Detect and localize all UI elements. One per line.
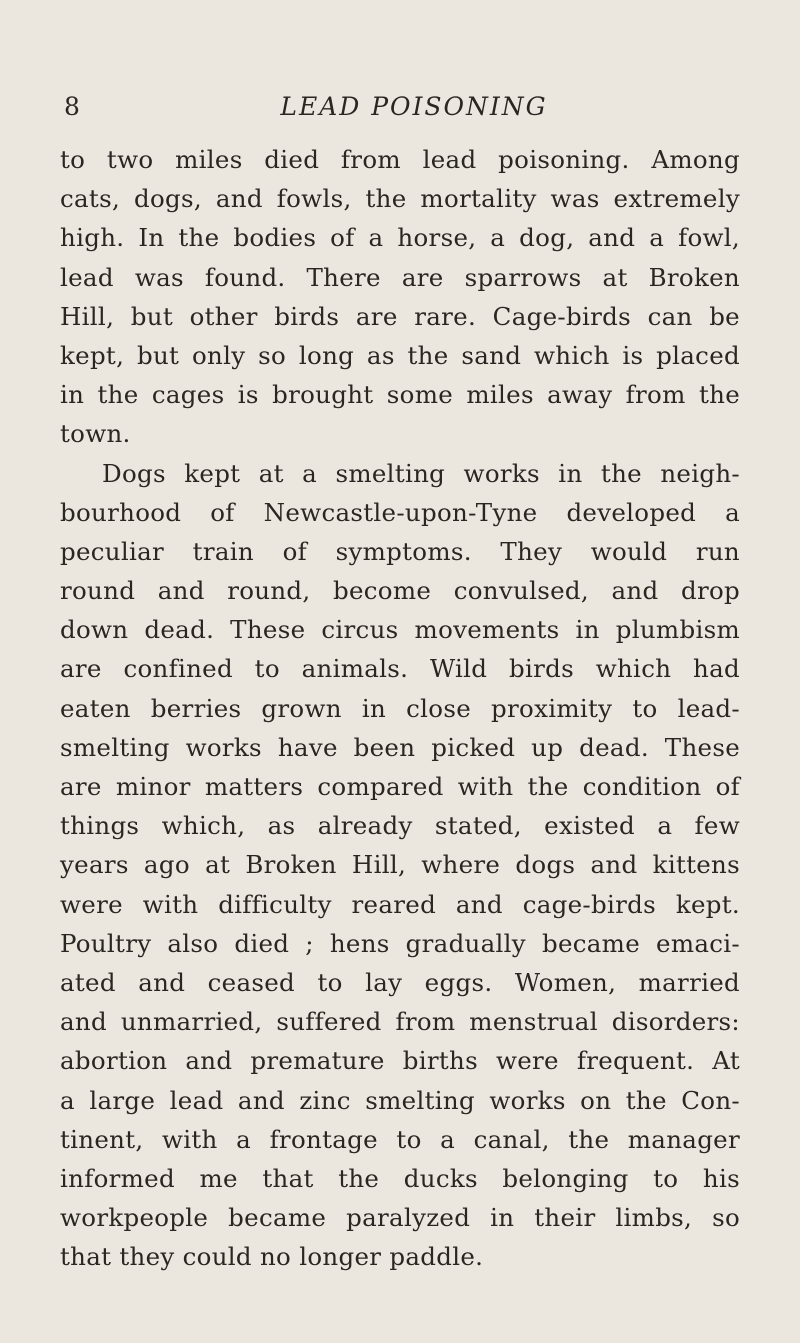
text-line: Dogs kept at a smelting works in the neigh- — [102, 458, 740, 488]
page-number: 8 — [64, 92, 81, 121]
text-line: things which, as already stated, existed a few — [60, 811, 740, 841]
text-line: town. — [60, 419, 131, 449]
running-head — [64, 92, 724, 126]
body-text — [60, 140, 740, 1276]
text-line: years ago at Broken Hill, where dogs and kittens — [60, 850, 740, 880]
text-line: a large lead and zinc smelting works on the Con- — [60, 1085, 740, 1115]
text-line: abortion and premature births were frequent. At — [60, 1046, 740, 1076]
text-line: and unmarried, suffered from menstrual disorders: — [60, 1007, 740, 1037]
text-line: lead was found. There are sparrows at Broken — [60, 262, 740, 292]
text-line: tinent, with a frontage to a canal, the manager — [60, 1124, 740, 1154]
text-line: to two miles died from lead poisoning. Among — [60, 145, 740, 174]
text-line: ated and ceased to lay eggs. Women, married — [60, 967, 740, 997]
text-line: high. In the bodies of a horse, a dog, and a fowl, — [60, 223, 740, 253]
text-line: smelting works have been picked up dead. These — [60, 732, 740, 762]
text-line: were with difficulty reared and cage-birds kept. — [60, 889, 740, 919]
text-line: Hill, but other birds are rare. Cage-birds can be — [60, 301, 740, 331]
text-line: down dead. These circus movements in plumbism — [60, 615, 740, 645]
text-line: eaten berries grown in close proximity to lead- — [60, 693, 740, 723]
text-line: are confined to animals. Wild birds which had — [60, 654, 740, 684]
text-line: workpeople became paralyzed in their limbs, so — [60, 1203, 740, 1233]
text-line: bourhood of Newcastle-upon-Tyne developed a — [60, 497, 740, 527]
text-line: round and round, become convulsed, and drop — [60, 576, 740, 606]
text-line: that they could no longer paddle. — [60, 1242, 484, 1272]
running-title: LEAD POISONING — [280, 92, 548, 121]
text-line: are minor matters compared with the condition of — [60, 772, 740, 801]
text-line: Poultry also died ; hens gradually became emaci- — [60, 928, 740, 958]
text-line: cats, dogs, and fowls, the mortality was extremely — [60, 184, 740, 214]
text-line: peculiar train of symptoms. They would run — [60, 536, 740, 566]
text-line: informed me that the ducks belonging to his — [60, 1163, 740, 1193]
text-line: in the cages is brought some miles away from the — [60, 380, 740, 410]
text-line: kept, but only so long as the sand which is placed — [60, 340, 740, 370]
